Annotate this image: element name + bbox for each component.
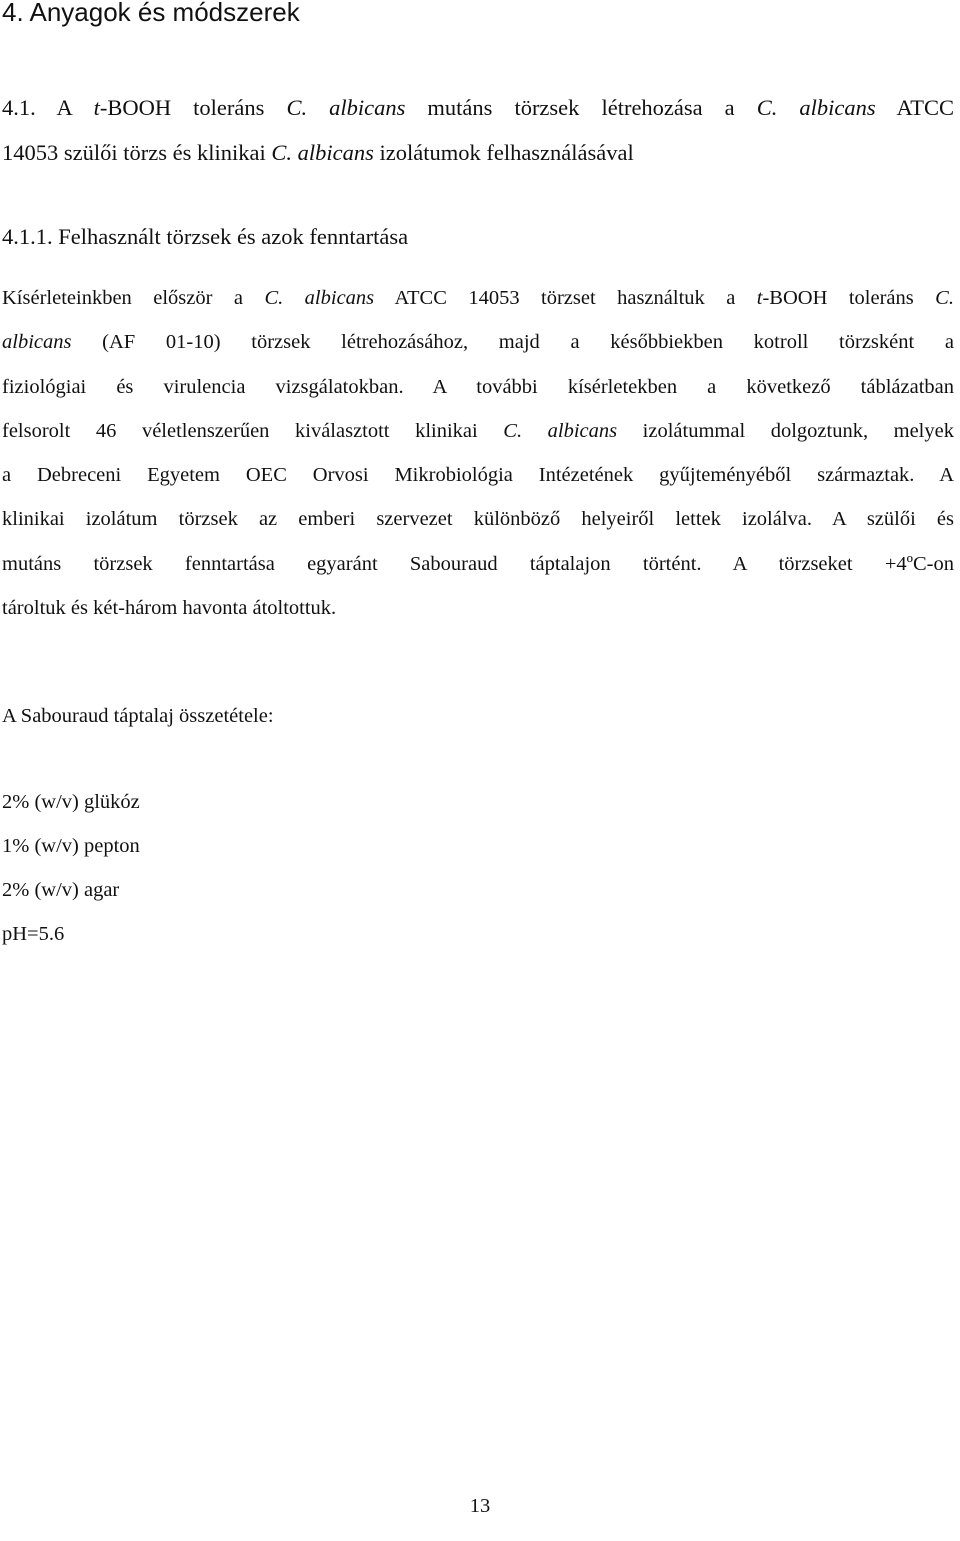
section-heading-line-2 (2, 130, 954, 175)
text-run: izolátumok felhasználásával (373, 140, 634, 165)
paragraph-line (2, 320, 954, 364)
text-run: -BOOH toleráns (762, 287, 936, 309)
page-number: 13 (469, 1495, 491, 1517)
subsection-heading: 4.1.1. Felhasznált törzsek és azok fenntartása (2, 224, 409, 249)
text-run: ATCC 14053 törzset használtuk a (374, 287, 757, 309)
section-heading (2, 85, 954, 175)
text-run: a Debreceni Egyetem OEC Orvosi Mikrobiológia Intézetének gyűjteményéből származtak. A (2, 464, 954, 487)
italic-text-run: albicans (2, 331, 72, 354)
recipe-item: pH=5.6 (2, 923, 65, 945)
italic-text-run: C. albicans (503, 419, 618, 442)
text-run: ATCC (875, 95, 954, 120)
text-run: 4.1. A (2, 95, 94, 120)
paragraph-line (2, 365, 954, 409)
recipe-item: 2% (w/v) agar (2, 879, 120, 901)
body-paragraph (2, 276, 954, 630)
section-heading-line-1 (2, 85, 954, 130)
text-run: Kísérleteinkben először a (2, 287, 265, 309)
italic-text-run: C. albicans (271, 140, 374, 165)
text-run: felsorolt 46 véletlenszerűen kiválasztott klinikai (2, 419, 504, 442)
paragraph-line (2, 497, 954, 541)
italic-text-run: C. (935, 287, 954, 309)
text-run: -BOOH toleráns (99, 95, 287, 120)
text-run: 14053 szülői törzs és klinikai (2, 140, 272, 165)
recipe-item: 1% (w/v) pepton (2, 835, 140, 857)
paragraph-line (2, 276, 954, 320)
paragraph-line (2, 542, 954, 586)
recipe-list (2, 780, 140, 956)
paragraph-line (2, 453, 954, 497)
text-run: fiziológiai és virulencia vizsgálatokban. A további kísérletekben a következő táblázatban (2, 375, 954, 398)
italic-text-run: C. albicans (264, 287, 375, 309)
italic-text-run: t (93, 95, 100, 120)
recipe-item: 2% (w/v) glükóz (2, 791, 140, 813)
text-run: klinikai izolátum törzsek az emberi szervezet különböző helyeiről lettek izolálva. A szülői és (2, 508, 954, 531)
italic-text-run: t (756, 287, 763, 309)
text-run: mutáns törzsek létrehozása a (405, 95, 757, 120)
recipe-title: A Sabouraud táptalaj összetétele: (2, 705, 274, 727)
text-run: tároltuk és két-három havonta átoltottuk. (2, 597, 337, 620)
paragraph-line (2, 409, 954, 453)
text-run: (AF 01-10) törzsek létrehozásához, majd a későbbiekben kotroll törzsként a (71, 331, 954, 354)
italic-text-run: C. albicans (756, 95, 876, 120)
paragraph-line (2, 586, 954, 630)
text-run: mutáns törzsek fenntartása egyaránt Sabouraud táptalajon történt. A törzseket +4ºC-on (2, 552, 954, 575)
text-run: izolátummal dolgoztunk, melyek (617, 419, 954, 442)
chapter-heading: 4. Anyagok és módszerek (2, 0, 300, 27)
italic-text-run: C. albicans (286, 95, 406, 120)
